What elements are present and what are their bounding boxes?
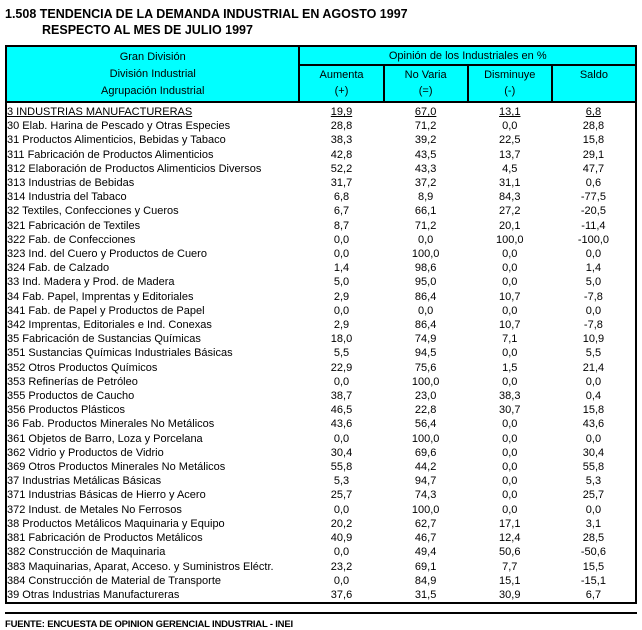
row-value: 100,0 [411,432,440,445]
header-col-saldo-label: Saldo [579,69,608,81]
row-value: 100,0 [496,233,524,246]
row-value: 10,7 [499,290,521,303]
row-value: 100,0 [411,375,440,388]
row-value: 23,0 [414,390,437,403]
row-value: -77,5 [580,191,606,204]
row-value: 43,5 [414,148,437,161]
row-label: 382 Construcción de Maquinaria [7,546,166,559]
row-value: 42,8 [330,148,353,161]
row-value: 25,7 [582,489,605,502]
table-row [6,574,636,588]
table-row [6,432,636,446]
row-value: 6,7 [333,205,350,218]
row-label: 312 Elaboración de Productos Alimenticios Diversos [7,162,262,175]
table-row [6,531,636,545]
row-value: 28,8 [330,120,353,133]
row-value: 0,0 [333,304,350,317]
row-value: 25,7 [330,489,353,502]
row-value: 13,7 [499,148,521,161]
row-value: 5,5 [585,347,602,360]
table-body [6,102,636,603]
row-label: 384 Construcción de Material de Transporte [7,574,222,587]
row-label: 30 Elab. Harina de Pescado y Otras Especies [7,120,231,133]
table-row [6,204,636,218]
row-value: 7,1 [502,333,518,346]
row-value: 30,7 [499,404,521,417]
row-value: 1,4 [585,262,602,275]
row-value: 98,6 [414,262,437,275]
table-row [6,119,636,133]
row-label: 321 Fabricación de Textiles [7,219,141,232]
row-value: 29,1 [582,148,605,161]
row-value: 3,1 [585,517,602,530]
row-value: 0,0 [417,304,434,317]
table-row [6,545,636,559]
row-value: 20,2 [330,517,353,530]
row-value: 0,0 [333,546,350,559]
row-value: 38,7 [330,390,353,403]
table-row [6,474,636,488]
table-header [6,46,636,102]
row-value: 0,0 [502,304,518,317]
row-value: 100,0 [411,248,440,261]
row-label: 381 Fabricación de Productos Metálicos [7,532,203,545]
row-value: 18,0 [330,333,353,346]
header-division-cell [6,46,299,102]
title-line-2: RESPECTO AL MES DE JULIO 1997 [42,23,253,37]
row-value: 15,5 [582,560,605,573]
header-col-no-varia-symbol: (=) [418,85,433,97]
row-value: 5,0 [333,276,350,289]
row-value: 86,4 [414,290,437,303]
row-value: 5,0 [585,276,602,289]
row-label: 369 Otros Productos Minerales No Metálicos [7,461,226,474]
table-row [6,290,636,304]
row-value: 0,0 [585,248,602,261]
row-value: 84,3 [499,191,521,204]
row-value: -7,8 [583,290,603,303]
row-value: 2,9 [333,319,350,332]
row-label: 31 Productos Alimenticios, Bebidas y Tabaco [7,134,226,147]
row-value: 55,8 [582,461,605,474]
row-label: 352 Otros Productos Químicos [7,361,158,374]
table-row [6,403,636,417]
table-row [6,389,636,403]
row-value: 5,3 [333,475,350,488]
row-label: 372 Indust. de Metales No Ferrosos [7,503,182,516]
table-row [6,460,636,474]
table-row [6,148,636,162]
row-value: 37,6 [330,588,353,601]
row-value: 30,4 [330,446,353,459]
row-value: 0,0 [333,375,350,388]
table-row [6,162,636,176]
row-value: 0,0 [502,276,518,289]
row-value: 71,2 [414,219,437,232]
row-value: 30,4 [582,446,605,459]
row-value: 0,0 [502,248,518,261]
table-row [6,247,636,261]
row-value: 6,7 [585,588,602,601]
row-value: 10,9 [582,333,605,346]
row-value: 56,4 [414,418,437,431]
table-row [6,261,636,275]
row-value: 0,0 [585,503,602,516]
row-label: 361 Objetos de Barro, Loza y Porcelana [7,432,203,445]
row-value: 0,0 [502,375,518,388]
row-value: -15,1 [580,574,606,587]
table-row [6,133,636,147]
row-value: 0,0 [333,432,350,445]
header-col-no-varia-label: No Varia [404,69,447,81]
table-row [6,560,636,574]
row-label: 351 Sustancias Químicas Industriales Básicas [7,347,233,360]
header-col-disminuye-label: Disminuye [484,69,536,81]
row-value: 94,7 [414,475,437,488]
row-label: 36 Fab. Productos Minerales No Metálicos [7,418,215,431]
row-value: 50,6 [499,546,521,559]
row-value: 15,8 [582,134,605,147]
row-value: 38,3 [330,134,353,147]
row-value: 5,3 [585,475,602,488]
row-value: 0,0 [502,418,518,431]
row-value: 5,5 [333,347,350,360]
row-value: 0,0 [333,503,350,516]
row-value: 10,7 [499,319,521,332]
row-value: 43,6 [330,418,353,431]
row-value: 19,9 [330,106,353,118]
row-value: 0,0 [502,503,518,516]
row-label: 353 Refinerías de Petróleo [7,375,138,388]
header-opinion-title: Opinión de los Industriales en % [299,46,636,65]
row-value: 28,5 [582,532,605,545]
row-value: 0,0 [502,347,518,360]
row-value: 37,2 [414,177,437,190]
demand-trend-table [5,45,637,604]
row-value: 0,0 [333,248,350,261]
table-row [6,332,636,346]
row-value: 4,5 [502,162,518,175]
row-value: 8,9 [417,191,434,204]
row-label: 383 Maquinarias, Aparat, Acceso. y Suministros Eléctr. [7,560,274,573]
row-label: 323 Ind. del Cuero y Productos de Cuero [7,248,207,261]
table-row [6,219,636,233]
row-value: 0,0 [502,446,518,459]
row-value: 28,8 [582,120,605,133]
row-label: 33 Ind. Madera y Prod. de Madera [7,276,175,289]
table-row [6,318,636,332]
table-row [6,176,636,190]
table-row [6,488,636,502]
header-col-disminuye-symbol: (-) [504,85,516,97]
row-value: 0,0 [502,432,518,445]
row-value: 43,3 [414,162,437,175]
row-value: -7,8 [583,319,603,332]
row-label: 35 Fabricación de Sustancias Químicas [7,333,201,346]
row-value: 0,0 [502,120,518,133]
row-value: 27,2 [499,205,521,218]
source-note: FUENTE: ENCUESTA DE OPINION GERENCIAL INDUSTRIAL - INEI [5,619,293,630]
row-value: 0,0 [585,375,602,388]
row-value: 69,1 [414,560,437,573]
page-title [5,6,642,38]
row-value: 31,1 [499,177,521,190]
row-value: 55,8 [330,461,353,474]
table-row [6,346,636,360]
row-value: 31,7 [330,177,353,190]
row-value: 0,0 [333,233,350,246]
row-value: 38,3 [499,390,521,403]
row-value: -20,5 [580,205,606,218]
title-line-1: 1.508 TENDENCIA DE LA DEMANDA INDUSTRIAL EN AGOSTO 1997 [5,7,408,21]
row-value: 94,5 [414,347,437,360]
row-label: 37 Industrias Metálicas Básicas [7,475,162,488]
row-value: 21,4 [582,361,605,374]
row-value: 6,8 [333,191,350,204]
table-row [6,190,636,204]
row-value: 46,7 [414,532,437,545]
row-value: 0,0 [333,574,350,587]
row-value: -11,4 [581,219,606,232]
row-value: 0,0 [585,304,602,317]
row-value: 71,2 [414,120,437,133]
row-value: 95,0 [414,276,437,289]
row-value: 0,6 [585,177,602,190]
row-value: 66,1 [414,205,437,218]
row-value: 0,0 [502,461,518,474]
row-value: 30,9 [499,588,521,601]
row-label: 34 Fab. Papel, Imprentas y Editoriales [7,290,194,303]
row-value: 1,5 [502,361,518,374]
header-col-aumenta-label: Aumenta [319,69,364,81]
table-row [6,304,636,318]
header-col-disminuye [468,65,552,102]
row-value: 86,4 [414,319,437,332]
row-label: 341 Fab. de Papel y Productos de Papel [7,304,205,317]
row-value: 52,2 [330,162,353,175]
row-value: -50,6 [580,546,606,559]
row-value: 12,4 [499,532,521,545]
row-value: 31,5 [414,588,437,601]
table-row [6,375,636,389]
row-value: 74,9 [414,333,437,346]
row-value: 0,0 [502,475,518,488]
row-value: 75,6 [414,361,437,374]
table-row [6,517,636,531]
bottom-rule [5,612,637,614]
row-label: 39 Otras Industrias Manufactureras [7,588,180,601]
row-value: 1,4 [333,262,350,275]
row-value: 43,6 [582,418,605,431]
row-value: 0,0 [502,262,518,275]
table-row [6,102,636,119]
row-value: -100,0 [577,233,610,246]
row-value: 23,2 [330,560,353,573]
row-label: 355 Productos de Caucho [7,390,135,403]
row-value: 74,3 [414,489,437,502]
row-label: 313 Industrias de Bebidas [7,177,135,190]
table-row [6,503,636,517]
row-label: 342 Imprentas, Editoriales e Ind. Conexas [7,319,212,332]
row-value: 0,4 [585,390,602,403]
row-value: 0,0 [417,233,434,246]
row-value: 7,7 [502,560,518,573]
row-value: 40,9 [330,532,353,545]
row-value: 15,8 [582,404,605,417]
row-label: 314 Industria del Tabaco [7,191,127,204]
table-row [6,446,636,460]
table-row [6,233,636,247]
row-value: 22,9 [330,361,353,374]
row-label: 324 Fab. de Calzado [7,262,110,275]
row-label: 311 Fabricación de Productos Alimenticios [7,148,214,161]
header-division-industrial: División Industrial [109,67,196,80]
header-col-no-varia [384,65,468,102]
row-value: 2,9 [333,290,350,303]
row-value: 100,0 [411,503,440,516]
row-value: 62,7 [414,517,437,530]
row-value: 69,6 [414,446,437,459]
row-value: 49,4 [414,546,437,559]
row-value: 22,5 [499,134,521,147]
row-label: 371 Industrias Básicas de Hierro y Acero [7,489,206,502]
header-col-saldo [552,65,636,102]
table-row [6,275,636,289]
table-row [6,417,636,431]
row-label: 356 Productos Plásticos [7,404,126,417]
row-label: 362 Vidrio y Productos de Vidrio [7,446,164,459]
row-label: 32 Textiles, Confecciones y Cueros [7,205,179,218]
header-gran-division: Gran División [119,50,186,63]
row-value: 22,8 [414,404,437,417]
row-value: 0,0 [585,432,602,445]
row-value: 67,0 [414,106,437,118]
row-value: 39,2 [414,134,437,147]
row-value: 17,1 [499,517,521,530]
row-value: 47,7 [582,162,605,175]
row-value: 6,8 [585,106,602,118]
row-label: 3 INDUSTRIAS MANUFACTURERAS [7,106,193,118]
row-value: 44,2 [414,461,437,474]
row-value: 15,1 [499,574,521,587]
row-value: 46,5 [330,404,353,417]
row-value: 20,1 [499,219,521,232]
row-label: 38 Productos Metálicos Maquinaria y Equipo [7,517,225,530]
row-value: 13,1 [499,106,521,118]
row-label: 322 Fab. de Confecciones [7,233,136,246]
row-value: 0,0 [502,489,518,502]
table-row [6,361,636,375]
header-col-aumenta-symbol: (+) [334,85,349,97]
table-row [6,588,636,603]
row-value: 84,9 [414,574,437,587]
row-value: 8,7 [333,219,350,232]
header-col-aumenta [299,65,383,102]
header-agrupacion-industrial: Agrupación Industrial [101,84,205,97]
